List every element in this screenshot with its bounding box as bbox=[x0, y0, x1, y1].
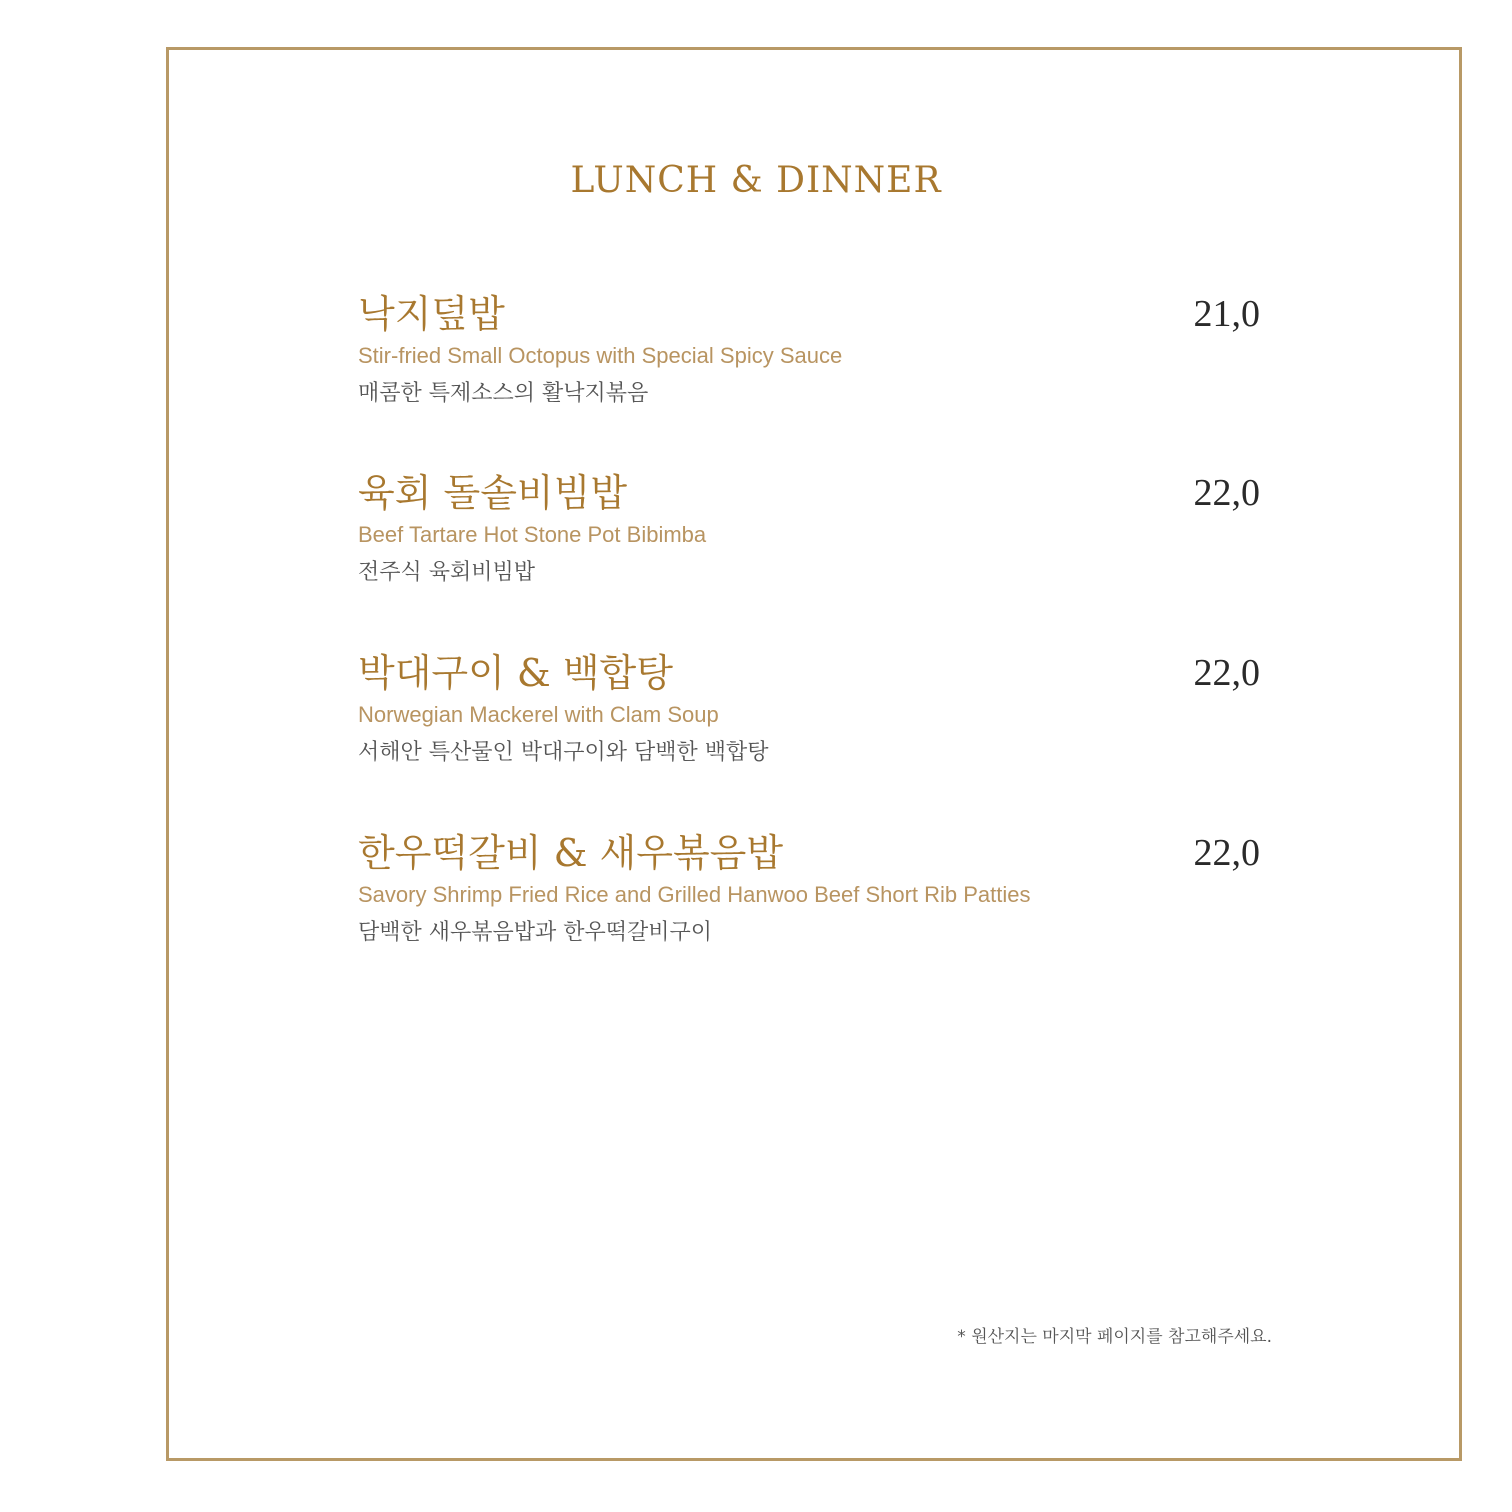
origin-footnote: * 원산지는 마지막 페이지를 참고해주세요. bbox=[957, 1327, 1272, 1347]
item-description-ko: 매콤한 특제소스의 활낙지볶음 bbox=[358, 381, 649, 406]
item-name-ko: 박대구이 & 백합탕 bbox=[358, 651, 673, 695]
item-price: 22,0 bbox=[1193, 472, 1260, 514]
item-price: 22,0 bbox=[1193, 652, 1260, 694]
menu-item bbox=[358, 292, 1262, 442]
item-name-ko: 한우떡갈비 & 새우볶음밥 bbox=[358, 831, 784, 875]
item-name-ko: 육회 돌솥비빔밥 bbox=[358, 471, 628, 515]
menu-title: LUNCH & DINNER bbox=[570, 160, 942, 201]
item-description-ko: 전주식 육회비빔밥 bbox=[358, 560, 536, 585]
item-description-ko: 서해안 특산물인 박대구이와 담백한 백합탕 bbox=[358, 740, 769, 765]
item-description-ko: 담백한 새우볶음밥과 한우떡갈비구이 bbox=[358, 920, 713, 945]
item-price: 22,0 bbox=[1193, 832, 1260, 874]
menu-item bbox=[358, 471, 1262, 621]
item-name-en: Savory Shrimp Fried Rice and Grilled Hanwoo Beef Short Rib Patties bbox=[358, 882, 1031, 907]
item-name-en: Stir-fried Small Octopus with Special Spicy Sauce bbox=[358, 343, 843, 368]
item-price: 21,0 bbox=[1193, 293, 1260, 335]
menu-item bbox=[358, 651, 1262, 801]
menu-item bbox=[358, 831, 1262, 981]
item-name-en: Beef Tartare Hot Stone Pot Bibimba bbox=[358, 522, 707, 547]
item-name-en: Norwegian Mackerel with Clam Soup bbox=[358, 702, 719, 727]
item-name-ko: 낙지덮밥 bbox=[358, 292, 505, 336]
